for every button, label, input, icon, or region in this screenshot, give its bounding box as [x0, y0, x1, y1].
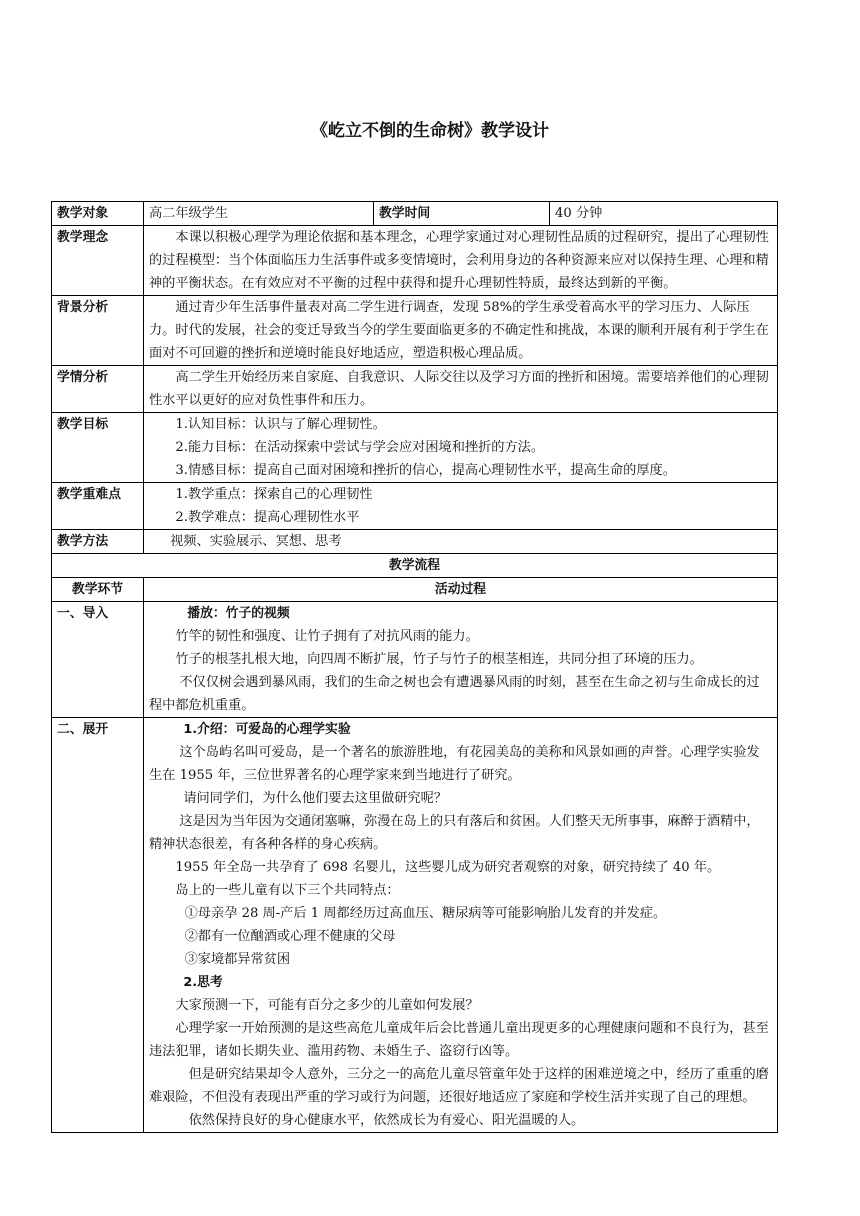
background-text: 通过青少年生活事件量表对高二学生进行调查，发现 58%的学生承受着高水平的学习压力、人际压力。时代的发展，社会的变迁导致当今的学生要面临更多的不确定性和挑战，本课的顺利开展有利于学生在面对不可回避的挫折和逆境时能良好地适应，塑造积极心理品质。 [149, 300, 769, 361]
background-row [52, 296, 778, 366]
intro-line: 竹子的根茎扎根大地，向四周不断扩展，竹子与竹子的根茎相连，共同分担了环境的压力。 [175, 652, 703, 667]
flow-title: 教学流程 [52, 554, 778, 578]
keypoint-item: 1.教学重点：探索自己的心理韧性 [175, 487, 373, 502]
develop-paragraph: 岛上的一些儿童有以下三个共同特点： [175, 883, 400, 898]
stage-develop-row [52, 718, 778, 1133]
feature-item: ①母亲孕 28 周-产后 1 周都经历过高血压、糖尿病等可能影响胎儿发育的并发症。 [184, 906, 667, 921]
flow-title-row [52, 554, 778, 578]
target-label: 教学对象 [52, 202, 144, 226]
intro-heading: 播放：竹子的视频 [187, 606, 290, 621]
intro-line: 不仅仅树会遇到暴风雨，我们的生命之树也会有遭遇暴风雨的时刻，甚至在生命之初与生命成长的过程中都危机重重。 [149, 675, 760, 713]
goals-row [52, 413, 778, 483]
develop-paragraph: 请问同学们，为什么他们要去这里做研究呢？ [183, 791, 448, 806]
lesson-plan-table [51, 201, 778, 1133]
feature-item: ③家境都异常贫困 [184, 952, 291, 967]
feature-item: ②都有一位酗酒或心理不健康的父母 [184, 929, 396, 944]
method-label: 教学方法 [52, 530, 144, 554]
concept-label: 教学理念 [52, 226, 144, 296]
stage-develop-label: 二、展开 [52, 718, 144, 1133]
method-row [52, 530, 778, 554]
concept-row [52, 226, 778, 296]
keypoints-row [52, 483, 778, 530]
target-value: 高二年级学生 [144, 202, 374, 226]
develop-paragraph: 依然保持良好的身心健康水平，依然成长为有爱心、阳光温暖的人。 [188, 1113, 585, 1128]
develop-paragraph: 但是研究结果却令人意外，三分之一的高危儿童尽管童年处于这样的困难逆境之中，经历了重重的磨难艰险，不但没有表现出严重的学习或行为问题，还很好地适应了家庭和学校生活并实现了自己的理想。 [149, 1067, 769, 1105]
activity-column-header: 活动过程 [144, 578, 778, 602]
stage-intro-label: 一、导入 [52, 602, 144, 718]
concept-text: 本课以积极心理学为理论依据和基本理念，心理学家通过对心理韧性品质的过程研究，提出了心理韧性的过程模型：当个体面临压力生活事件或多变情境时，会利用身边的各种资源来应对以保持生理、心理和精神的平衡状态。在有效应对不平衡的过程中获得和提升心理韧性特质，最终达到新的平衡。 [149, 230, 769, 291]
learner-text: 高二学生开始经历来自家庭、自我意识、人际交往以及学习方面的挫折和困境。需要培养他们的心理韧性水平以更好的应对负性事件和压力。 [149, 370, 769, 408]
develop-paragraph: 大家预测一下，可能有百分之多少的儿童如何发展？ [175, 998, 479, 1013]
info-row [52, 202, 778, 226]
develop-paragraph: 这是因为当年因为交通闭塞嘛，弥漫在岛上的只有落后和贫困。人们整天无所事事，麻醉于酒精中，精神状态很差，有各种各样的身心疾病。 [149, 814, 760, 852]
goals-label: 教学目标 [52, 413, 144, 483]
develop-paragraph: 这个岛屿名叫可爱岛，是一个著名的旅游胜地，有花园美岛的美称和风景如画的声誉。心理学实验发生在 1955 年，三位世界著名的心理学家来到当地进行了研究。 [149, 745, 760, 783]
intro-line: 竹竿的韧性和强度、让竹子拥有了对抗风雨的能力。 [175, 629, 479, 644]
keypoint-item: 2.教学难点：提高心理韧性水平 [175, 510, 360, 525]
goal-item: 1.认知目标：认识与了解心理韧性。 [175, 417, 386, 432]
learner-label: 学情分析 [52, 366, 144, 413]
experiment-heading: 1.介绍：可爱岛的心理学实验 [183, 722, 351, 737]
method-text: 视频、实验展示、冥想、思考 [170, 534, 342, 549]
page-title: 《屹立不倒的生命树》教学设计 [311, 121, 549, 141]
time-label: 教学时间 [374, 202, 550, 226]
stage-intro-row [52, 602, 778, 718]
goal-item: 2.能力目标：在活动探索中尝试与学会应对困境和挫折的方法。 [175, 440, 545, 455]
background-label: 背景分析 [52, 296, 144, 366]
keypoints-label: 教学重难点 [52, 483, 144, 530]
flow-header-row [52, 578, 778, 602]
stage-column-header: 教学环节 [52, 578, 144, 602]
develop-paragraph: 1955 年全岛一共孕育了 698 名婴儿，这些婴儿成为研究者观察的对象，研究持续了 40 年。 [175, 860, 721, 875]
think-heading: 2.思考 [183, 975, 223, 990]
develop-paragraph: 心理学家一开始预测的是这些高危儿童成年后会比普通儿童出现更多的心理健康问题和不良行为，甚至违法犯罪，诸如长期失业、滥用药物、未婚生子、盗窃行凶等。 [149, 1021, 769, 1059]
learner-row [52, 366, 778, 413]
time-value: 40 分钟 [550, 202, 778, 226]
goal-item: 3.情感目标：提高自己面对困境和挫折的信心，提高心理韧性水平，提高生命的厚度。 [175, 463, 676, 478]
